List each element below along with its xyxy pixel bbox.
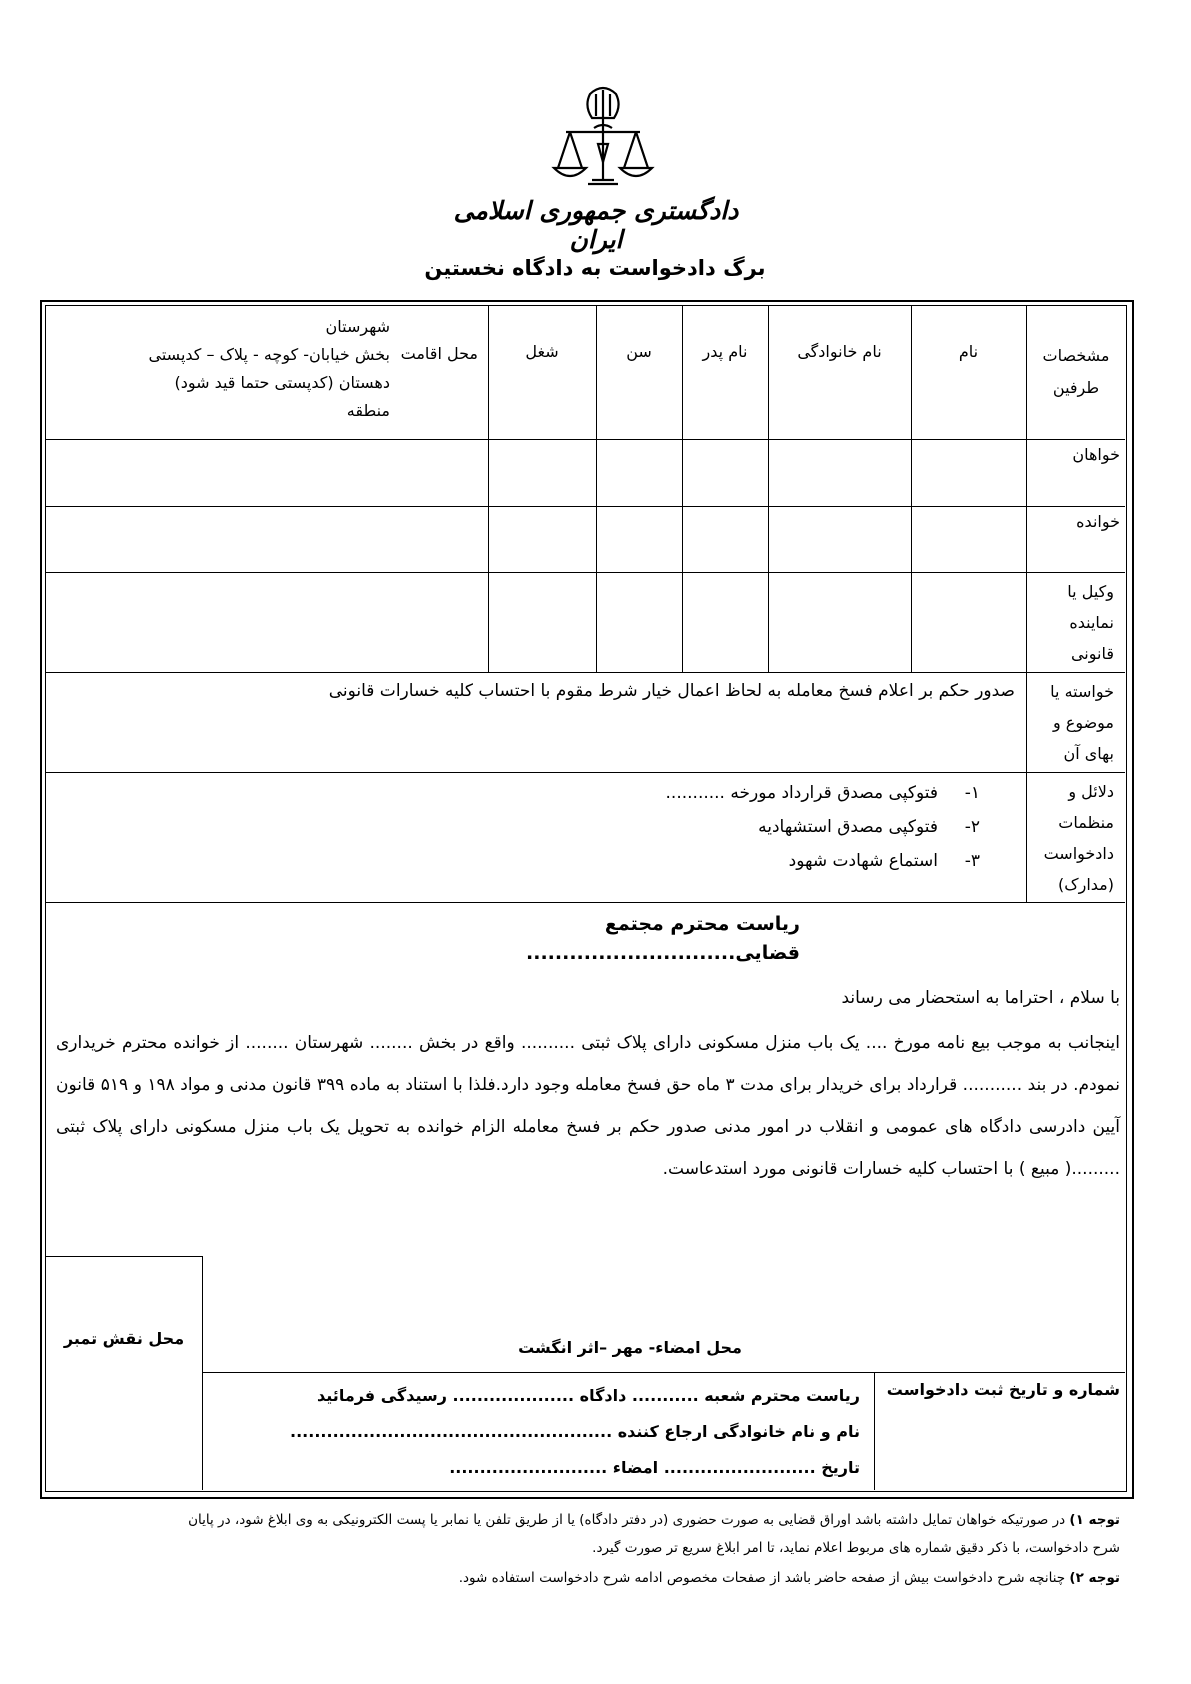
parties-corner-label: مشخصات طرفین <box>1042 346 1110 397</box>
addr-city: شهرستان <box>325 317 390 336</box>
row-divider <box>45 572 1125 573</box>
col-header-name: نام <box>958 342 979 361</box>
addr-line2: بخش خیابان- کوچه - پلاک – کدپستی <box>148 345 390 364</box>
note-2-label: توجه ۲) <box>1069 1570 1120 1586</box>
referral-block <box>210 1378 860 1486</box>
registration-label: شماره و تاریخ ثبت دادخواست <box>886 1380 1120 1399</box>
row-divider <box>45 506 1125 507</box>
form-inner-border <box>45 305 1127 1492</box>
row-divider <box>45 439 1125 440</box>
note-1-line1: در صورتیکه خواهان تمایل داشته باشد اوراق قضایی به صورت حضوری (در دفتر دادگاه) یا از طریق تلفن یا نمابر یا پست الکترونیکی به وی ابلاغ شود، در پایان <box>188 1512 1066 1528</box>
referral-line: تاریخ ......................... امضاء .......................... <box>449 1458 860 1477</box>
note-2-text: چنانچه شرح دادخواست بیش از صفحه حاضر باشد از صفحات مخصوص ادامه شرح دادخواست استفاده شود. <box>458 1570 1066 1586</box>
addressee: ریاست محترم مجتمع قضایی............................. <box>526 913 800 965</box>
evidence-item: ۳-استماع شهادت شهود <box>788 851 980 871</box>
addr-line4: منطقه <box>346 401 390 420</box>
col-header-residence: محل اقامت <box>400 344 478 363</box>
stamp-place-label: محل نقش تمبر <box>63 1329 185 1348</box>
col-header-family: نام خانوادگی <box>797 342 882 361</box>
row-label-defendant: خوانده <box>1076 512 1120 531</box>
col-header-father: نام پدر <box>702 342 748 361</box>
column-divider <box>874 1372 875 1490</box>
organization-name: دادگستری جمهوری اسلامی ایران <box>453 196 739 254</box>
row-label-plaintiff: خواهان <box>1072 445 1120 464</box>
row-divider <box>45 772 1125 773</box>
evidence-label: دلائل و منظمات دادخواست (مدارک) <box>1043 782 1114 894</box>
column-divider <box>202 1256 203 1490</box>
judiciary-emblem-icon <box>548 84 658 196</box>
note-2 <box>70 1564 1120 1592</box>
addr-line3: دهستان (کدپستی حتما قید شود) <box>174 373 390 392</box>
col-header-job: شغل <box>525 342 559 361</box>
claim-text: صدور حکم بر اعلام فسخ معامله به لحاظ اعمال خیار شرط مقوم با احتساب کلیه خسارات قانونی <box>328 681 1015 701</box>
evidence-item: ۱-فتوکپی مصدق قرارداد مورخه ........... <box>665 783 980 803</box>
row-label-attorney: وکیل یا نماینده قانونی <box>1067 582 1114 663</box>
col-header-age: سن <box>626 342 652 361</box>
note-1-line2: شرح دادخواست، با ذکر دقیق شماره های مربوط اعلام نماید، تا امر ابلاغ سریع تر صورت گیرد. <box>592 1540 1120 1556</box>
note-1 <box>70 1506 1120 1562</box>
petition-paragraph: اینجانب به موجب بیع نامه مورخ .... یک باب منزل مسکونی دارای پلاک ثبتی .......... واقع در بخش ........ شهرستان ........ از خوانده محترم خریداری نمودم. در بند ........... قرارداد برای خریدار برای مدت ۳ ماه حق فسخ معامله وجود دارد.فلذا با استناد به ماده ۳۹۹ قانون مدنی و مواد ۱۹۸ و ۵۱۹ قانون آیین دادرسی دادگاه های عمومی و انقلاب در امور مدنی صدور حکم بر فسخ معامله الزام خوانده به تحویل یک باب منزل مسکونی دارای پلاک ثبتی .........( مبیع ) با احتساب کلیه خسارات قانونی مورد استدعاست. <box>56 1033 1120 1179</box>
stamp-box-top <box>45 1256 202 1257</box>
evidence-list <box>560 776 980 878</box>
form-title: برگ دادخواست به دادگاه نخستین <box>424 256 766 280</box>
greeting: با سلام ، احتراما به استحضار می رساند <box>841 988 1120 1008</box>
row-divider <box>202 1372 1125 1373</box>
row-divider <box>45 902 1125 903</box>
row-divider <box>45 672 1125 673</box>
claim-label: خواسته یا موضوع و بهای آن <box>1050 682 1114 763</box>
note-1-label: توجه ۱) <box>1069 1512 1120 1528</box>
referral-line: ریاست محترم شعبه ........... دادگاه .................... رسیدگی فرمائید <box>317 1386 860 1405</box>
residence-address-hint <box>100 313 390 425</box>
signature-place-label: محل امضاء- مهر –اثر انگشت <box>518 1338 742 1357</box>
referral-line: نام و نام خانوادگی ارجاع کننده ..................................................... <box>290 1422 860 1441</box>
evidence-item: ۲-فتوکپی مصدق استشهادیه <box>758 817 980 837</box>
column-divider <box>1026 305 1027 902</box>
